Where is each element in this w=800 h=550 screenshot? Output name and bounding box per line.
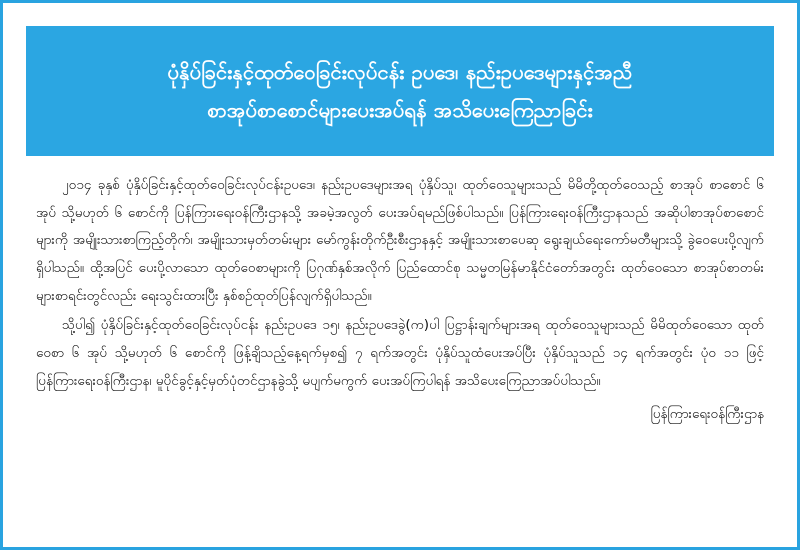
banner-title-line-2: စာအုပ်စာစောင်များပေးအပ်ရန် အသိပေးကြေညာခြင်း [207,98,593,122]
announcement-banner [26,26,774,156]
page-inner-frame [13,13,787,537]
signature-line: ပြန်ကြားရေးဝန်ကြီးဌာန [650,406,764,423]
body-paragraph-2: သို့ပါ၍ ပုံနှိပ်ခြင်းနှင့်ထုတ်ဝေခြင်းလုပ်ငန်း နည်းဥပဒေ ၁၅၊ နည်းဥပဒေခွဲ(က)ပါ ပြဋ္ဌာန်းချက်များအရ ထုတ်ဝေသူများသည် မိမိထုတ်ဝေသော ထုတ်ဝေစာ ၆ အုပ် သို့မဟုတ် ၆ စောင်ကို ဖြန့်ချိသည့်နေ့ရက်မှစ၍ ၇ ရက်အတွင်း ပုံနှိပ်သူထံပေးအပ်ပြီး ပုံနှိပ်သူသည် ၁၄ ရက်အတွင်း ပုံဝ ၁၁ ဖြင့် ပြန်ကြားရေးဝန်ကြီးဌာန၊ မူပိုင်ခွင့်နှင့်မှတ်ပုံတင်ဌာနခွဲသို့ မပျက်မကွက် ပေးအပ်ကြပါရန် အသိပေးကြေညာအပ်ပါသည်။ [36,317,764,389]
body-paragraph-1: ၂၀၁၄ ခုနှစ် ပုံနှိပ်ခြင်းနှင့်ထုတ်ဝေခြင်းလုပ်ငန်းဥပဒေ၊ နည်းဥပဒေများအရ ပုံနှိပ်သူ၊ ထုတ်ဝေသူများသည် မိမိတို့ထုတ်ဝေသည့် စာအုပ် စာစောင် ၆ အုပ် သို့မဟုတ် ၆ စောင်ကို ပြန်ကြားရေးဝန်ကြီးဌာနသို့ အခမဲ့အလွတ် ပေးအပ်ရမည်ဖြစ်ပါသည်။ ပြန်ကြားရေးဝန်ကြီးဌာနသည် အဆိုပါစာအုပ်စာစောင်များကို အမျိုးသားစာကြည့်တိုက်၊ အမျိုးသားမှတ်တမ်းများ မော်ကွန်းတိုက်ဦးစီးဌာနနှင့် အမျိုးသားစာပေဆု ရွေးချယ်ရေးကော်မတီများသို့ ခွဲဝေပေးပို့လျက်ရှိပါသည်။ ထို့အပြင် ပေးပို့လာသော ထုတ်ဝေစာများကို ပြဂုဏ်နှစ်အလိုက် ပြည်ထောင်စု သမ္မတမြန်မာနိုင်ငံတော်အတွင်း ထုတ်ဝေသော စာအုပ်စာတမ်းများစာရင်းတွင်လည်း ရေးသွင်းထားပြီး နှစ်စဉ်ထုတ်ပြန်လျက်ရှိပါသည်။ [36,177,764,304]
announcement-body [36,172,764,522]
banner-title-line-1: ပုံနှိပ်ခြင်းနှင့်ထုတ်ဝေခြင်းလုပ်ငန်း ဥပဒေ၊ နည်းဥပဒေများနှင့်အညီ [167,60,633,84]
